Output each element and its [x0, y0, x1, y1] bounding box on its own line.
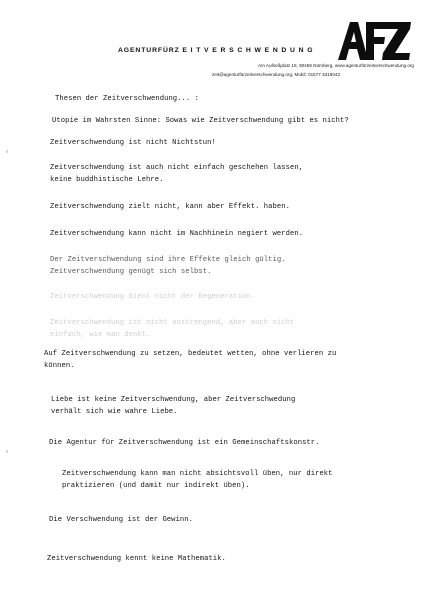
thesis-line: verhält sich wie wahre Liebe.	[51, 408, 178, 416]
thesis-line: Zeitverschwendung genügt sich selbst.	[50, 268, 212, 276]
punch-mark	[6, 150, 8, 153]
thesis-line: Auf Zeitverschwendung zu setzen, bedeutet wetten, ohne verlieren zu	[44, 350, 337, 358]
thesis-line: Die Agentur für Zeitverschwendung ist ein Gemeinschaftskonstr.	[49, 439, 320, 447]
thesis-line: Zeitverschwendung kann nicht im Nachhinein negiert werden.	[50, 230, 304, 238]
thesis-line-faded: Zeitverschwendung dient nicht der Regeneration.	[50, 293, 256, 301]
afz-logo	[336, 18, 412, 62]
thesis-line: Liebe ist keine Zeitverschwendung, aber Zeitverschwedung	[51, 396, 296, 404]
agency-name: AGENTURFÜRZ E I T V E R S C H W E N D U N G	[118, 47, 314, 54]
thesis-line: Die Verschwendung ist der Gewinn.	[49, 516, 193, 524]
thesis-line-faded: einfach, wie man denkt.	[50, 331, 151, 339]
agency-address: Am Aufseßplatz 18, 90459 Nürnberg, www.agenturfürzeitverschwendung.org	[257, 63, 414, 68]
agency-contact: zeit@agenturfürzeitverschwendung.org, Mobil: 01577 3318042	[212, 72, 341, 77]
thesis-line: Zeitverschwendung ist auch nicht einfach geschehen lassen,	[50, 164, 304, 172]
thesis-line: praktizieren (und damit nur indirekt üben).	[62, 482, 250, 490]
punch-mark	[6, 450, 8, 453]
thesis-line-faded: Zeitverschwendung ist nicht anstrengend, aber auch nicht	[50, 319, 295, 327]
thesis-line: Zeitverschwendung zielt nicht, kann aber Effekt. haben.	[50, 203, 290, 211]
theses-heading: Thesen der Zeitverschwendung... :	[55, 95, 199, 103]
thesis-line: können.	[44, 362, 75, 370]
thesis-line: Utopie im Wahrsten Sinne: Sowas wie Zeitverschwendung gibt es nicht?	[52, 117, 349, 125]
thesis-line: Zeitverschwendung kennt keine Mathematik.	[47, 555, 226, 563]
afz-logo-graphic	[336, 18, 412, 62]
thesis-line: Zeitverschwendung kann man nicht absichtsvoll üben, nur direkt	[62, 470, 333, 478]
thesis-line: Zeitverschwendung ist nicht Nichtstun!	[50, 139, 216, 147]
thesis-line: Der Zeitverschwendung sind ihre Effekte gleich gültig.	[50, 256, 286, 264]
thesis-line: keine buddhistische Lehre.	[50, 176, 164, 184]
